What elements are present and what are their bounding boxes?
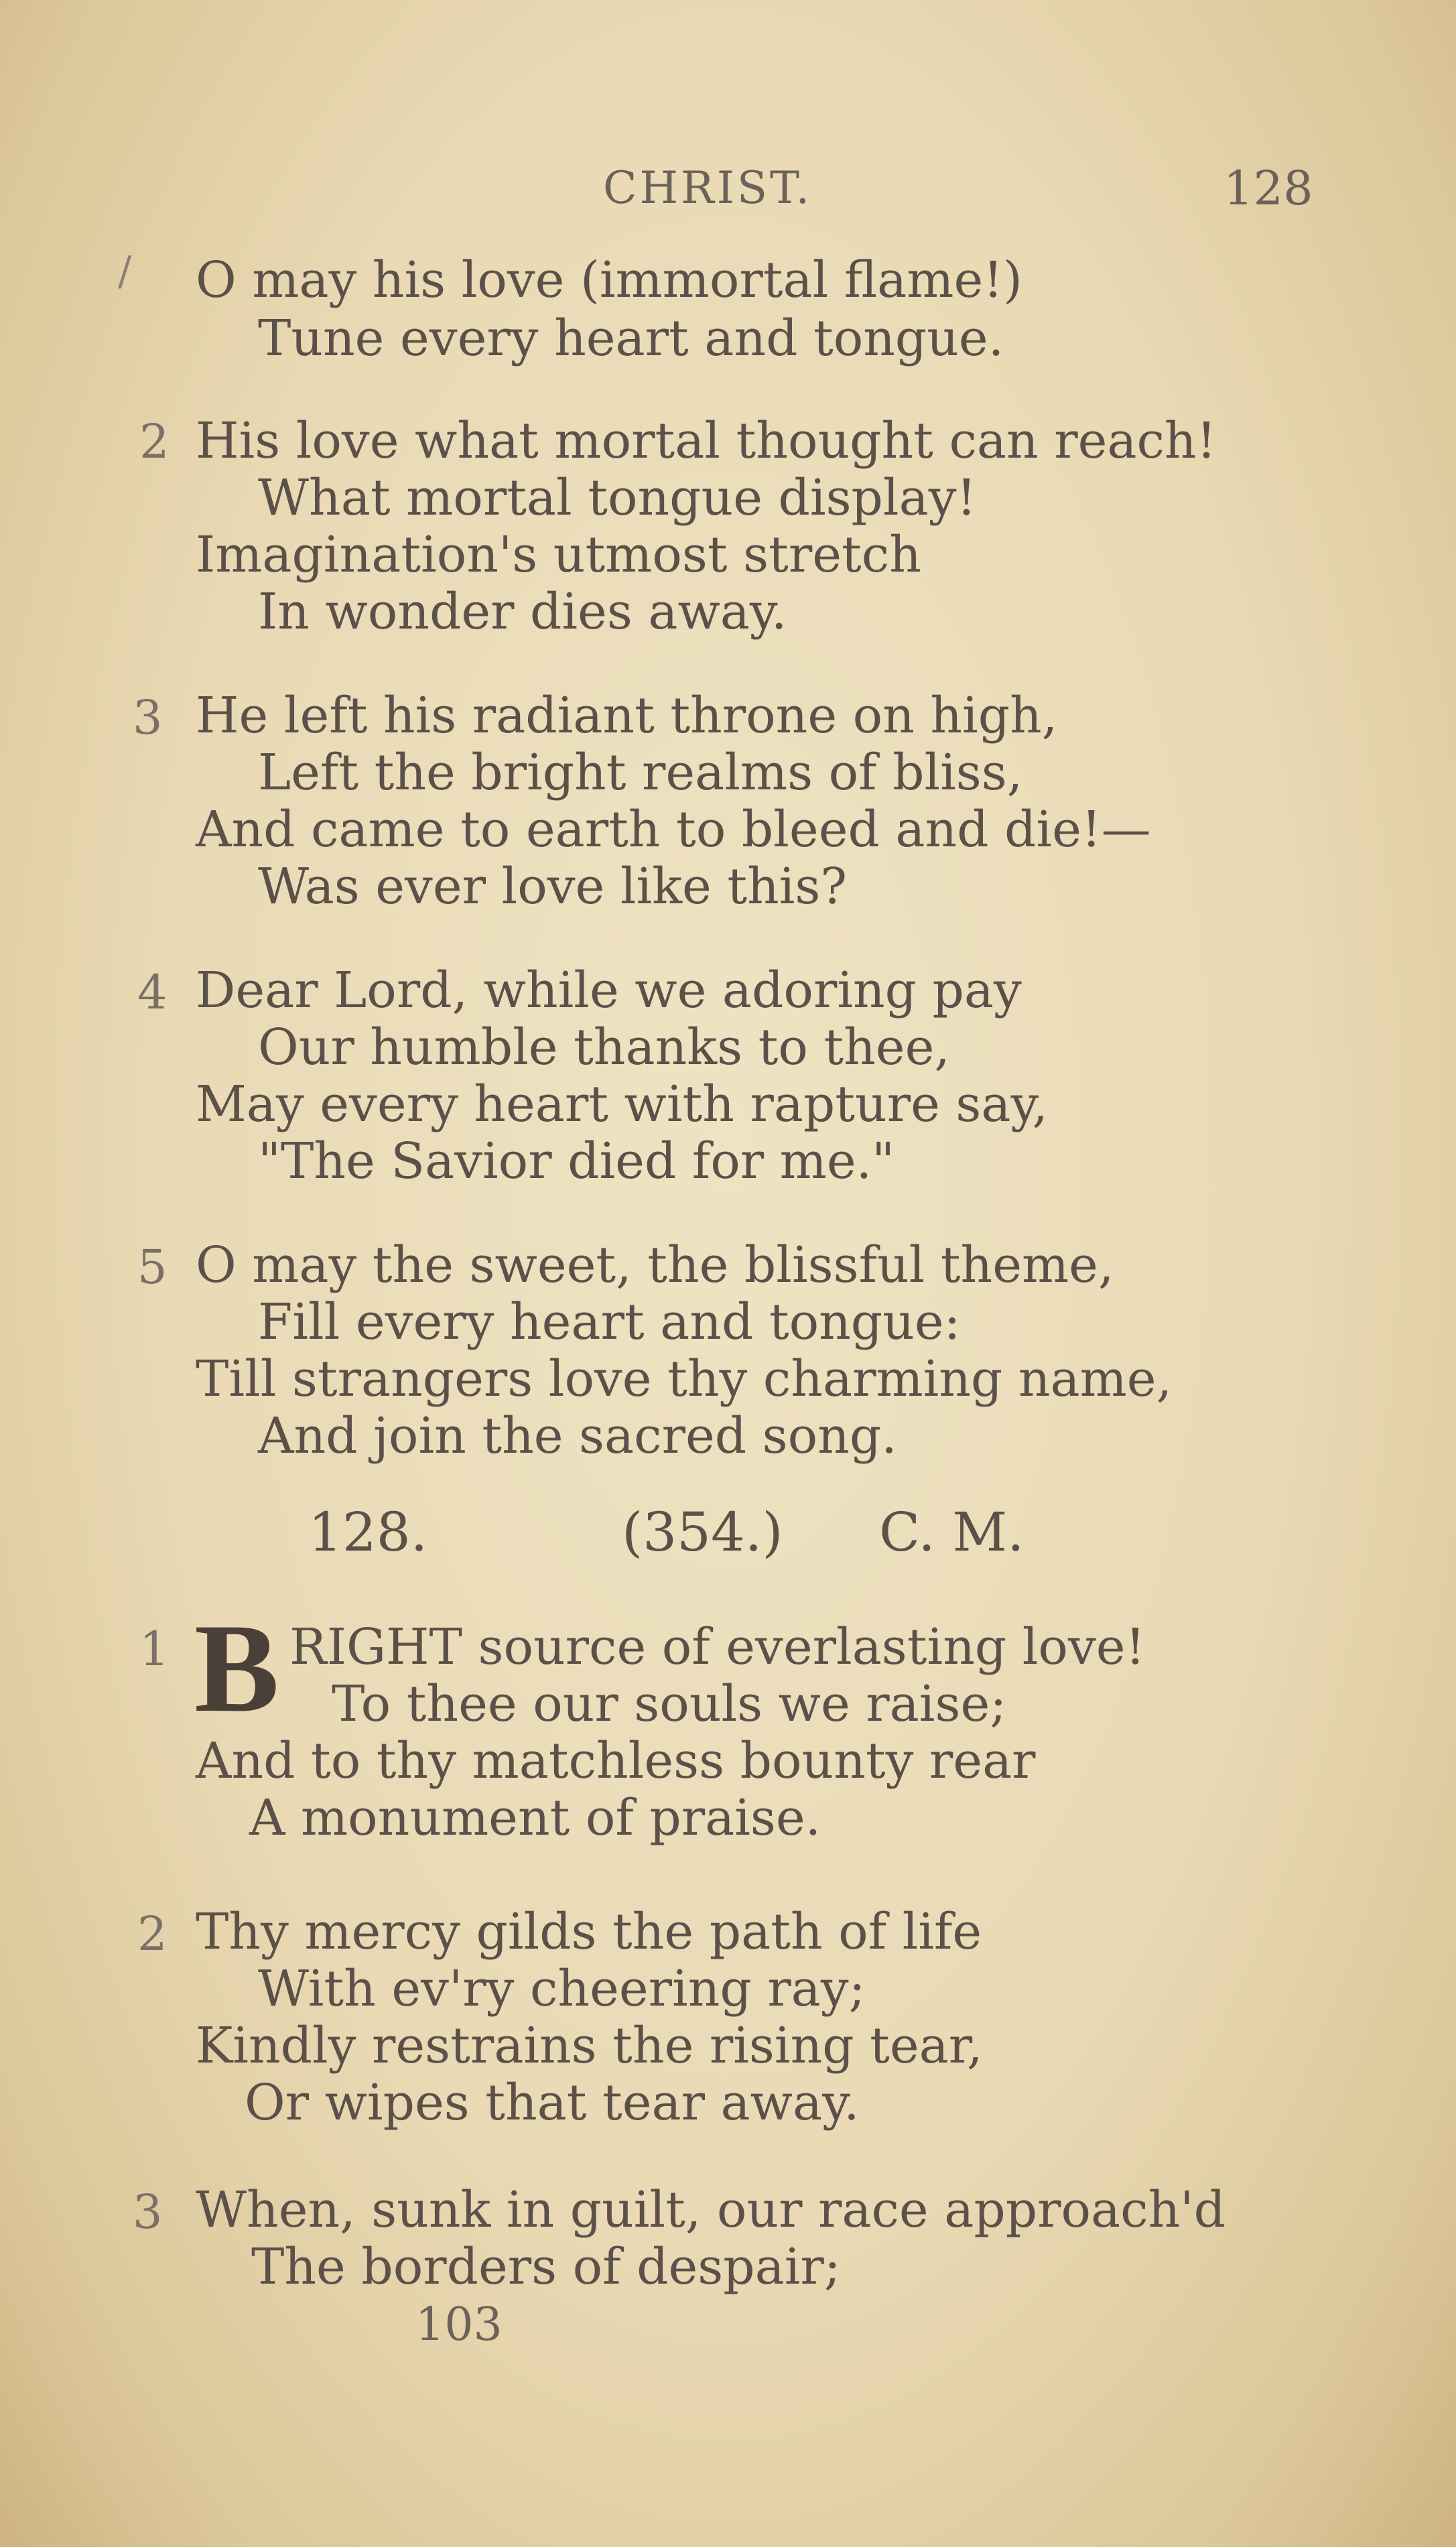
verse-line: "The Savior died for me." (258, 1132, 895, 1190)
verse-line: The borders of despair; (251, 2238, 841, 2296)
verse-line: And to thy matchless bounty rear (196, 1732, 1036, 1790)
verse-line: RIGHT source of everlasting love! (289, 1618, 1146, 1676)
hymn-meter: C. M. (879, 1501, 1024, 1563)
hymn-reference: (354.) (622, 1501, 783, 1563)
verse-line: Tune every heart and tongue. (258, 310, 1004, 367)
stanza-number: 3 (133, 2184, 163, 2239)
drop-cap: B (194, 1598, 279, 1739)
verse-line: Our humble thanks to thee, (258, 1019, 950, 1076)
verse-line: In wonder dies away. (258, 583, 787, 641)
verse-line: May every heart with rapture say, (196, 1075, 1048, 1133)
verse-line: Dear Lord, while we adoring pay (196, 962, 1022, 1019)
verse-line: Or wipes that tear away. (245, 2074, 860, 2132)
verse-line: To thee our souls we raise; (332, 1675, 1007, 1733)
verse-line: O may the sweet, the blissful theme, (196, 1236, 1114, 1294)
running-head-title: CHRIST. (603, 162, 813, 214)
verse-line: Kindly restrains the rising tear, (196, 2017, 983, 2075)
verse-line: What mortal tongue display! (258, 469, 977, 527)
stanza-number: 1 (139, 1622, 170, 1677)
stanza-number: 2 (137, 1906, 168, 1961)
verse-line: And came to earth to bleed and die!— (196, 801, 1151, 858)
verse-line: Was ever love like this? (258, 858, 848, 915)
stanza-number: 2 (139, 414, 170, 469)
stanza-number: 3 (133, 690, 163, 745)
signature-mark: 103 (415, 2298, 503, 2351)
verse-line: O may his love (immortal flame!) (196, 251, 1022, 309)
verse-line: Imagination's utmost stretch (196, 526, 921, 584)
verse-line: Till strangers love thy charming name, (196, 1350, 1173, 1408)
hymn-number: 128. (308, 1501, 428, 1563)
verse-line: When, sunk in guilt, our race approach'd (196, 2181, 1226, 2239)
verse-line: He left his radiant throne on high, (196, 687, 1058, 744)
verse-line: With ev'ry cheering ray; (258, 1960, 866, 2018)
verse-line: Left the bright realms of bliss, (258, 744, 1023, 801)
stanza-number: 4 (137, 965, 168, 1020)
page-number: 128 (1223, 161, 1313, 216)
verse-line: Fill every heart and tongue: (258, 1293, 961, 1351)
verse-line: Thy mercy gilds the path of life (196, 1903, 982, 1961)
verse-line: His love what mortal thought can reach! (196, 412, 1217, 470)
verse-line: A monument of praise. (249, 1789, 821, 1847)
stanza-number: 5 (137, 1240, 168, 1295)
verse-line: And join the sacred song. (258, 1407, 897, 1465)
margin-mark: / (118, 248, 132, 295)
